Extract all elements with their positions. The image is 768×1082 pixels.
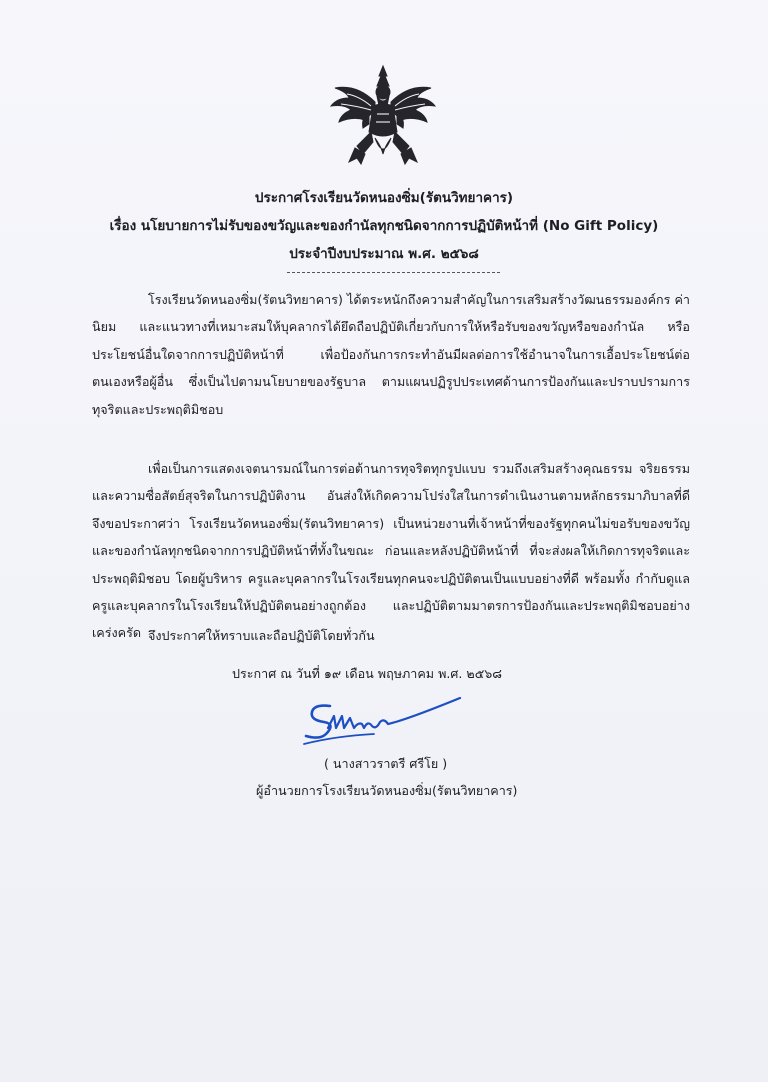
- document-title-line-1: ประกาศโรงเรียนวัดหนองซิ่ม(รัตนวิทยาคาร): [254, 190, 514, 206]
- document-title-line-2: เรื่อง นโยบายการไม่รับของขวัญและของกำนัลทุกชนิดจากการปฏิบัติหน้าที่ (No Gift Policy): [109, 218, 659, 234]
- garuda-emblem-icon: [327, 62, 439, 166]
- body-paragraph-2: [92, 455, 690, 647]
- body-paragraph-1-text: โรงเรียนวัดหนองซิ่ม(รัตนวิทยาคาร) ได้ตระหนักถึงความสำคัญในการเสริมสร้างวัฒนธรรมองค์กร ค่านิยม และแนวทางที่เหมาะสมให้บุคลากรได้ยึดถือปฏิบัติเกี่ยวกับการให้หรือรับของขวัญหรือของกำนัล หรือประโยชน์อื่นใดจากการปฏิบัติหน้าที่ เพื่อป้องกันการกระทำอันมีผลต่อการใช้อำนาจในการเอื้อประโยชน์ต่อตนเองหรือผู้อื่น ซึ่งเป็นไปตามนโยบายของรัฐบาล ตามแผนปฏิรูปประเทศด้านการป้องกันและปราบปรามการทุจริตและประพฤติมิชอบ: [92, 292, 690, 417]
- body-paragraph-1: [92, 286, 690, 423]
- title-divider: [287, 272, 500, 273]
- announcement-date: ประกาศ ณ วันที่ ๑๙ เดือน พฤษภาคม พ.ศ. ๒๕๖๘: [232, 666, 502, 681]
- handwritten-signature: [296, 694, 464, 752]
- closing-statement: จึงประกาศให้ทราบและถือปฏิบัติโดยทั่วกัน: [148, 628, 375, 643]
- signer-name: ( นางสาวราตรี ศรีโย ): [324, 756, 448, 771]
- document-title-line-3: ประจำปีงบประมาณ พ.ศ. ๒๕๖๘: [289, 246, 479, 262]
- signer-title: ผู้อำนวยการโรงเรียนวัดหนองซิ่ม(รัตนวิทยาคาร): [256, 783, 518, 798]
- body-paragraph-2-text: เพื่อเป็นการแสดงเจตนารมณ์ในการต่อต้านการทุจริตทุกรูปแบบ รวมถึงเสริมสร้างคุณธรรม จริยธรรม และความซื่อสัตย์สุจริตในการปฏิบัติงาน อันส่งให้เกิดความโปร่งใสในการดำเนินงานตามหลักธรรมาภิบาลที่ดี จึงขอประกาศว่า โรงเรียนวัดหนองซิ่ม(รัตนวิทยาคาร) เป็นหน่วยงานที่เจ้าหน้าที่ของรัฐทุกคนไม่ขอรับของขวัญและของกำนัลทุกชนิดจากการปฏิบัติหน้าที่ทั้งในขณะ ก่อนและหลังปฏิบัติหน้าที่ ที่จะส่งผลให้เกิดการทุจริตและประพฤติมิชอบ โดยผู้บริหาร ครูและบุคลากรในโรงเรียนทุกคนจะปฏิบัติตนเป็นแบบอย่างที่ดี พร้อมทั้ง กำกับดูแลครูและบุคลากรในโรงเรียนให้ปฏิบัติตนอย่างถูกต้อง และปฏิบัติตามมาตรการป้องกันและประพฤติมิชอบอย่างเคร่งครัด: [92, 461, 690, 641]
